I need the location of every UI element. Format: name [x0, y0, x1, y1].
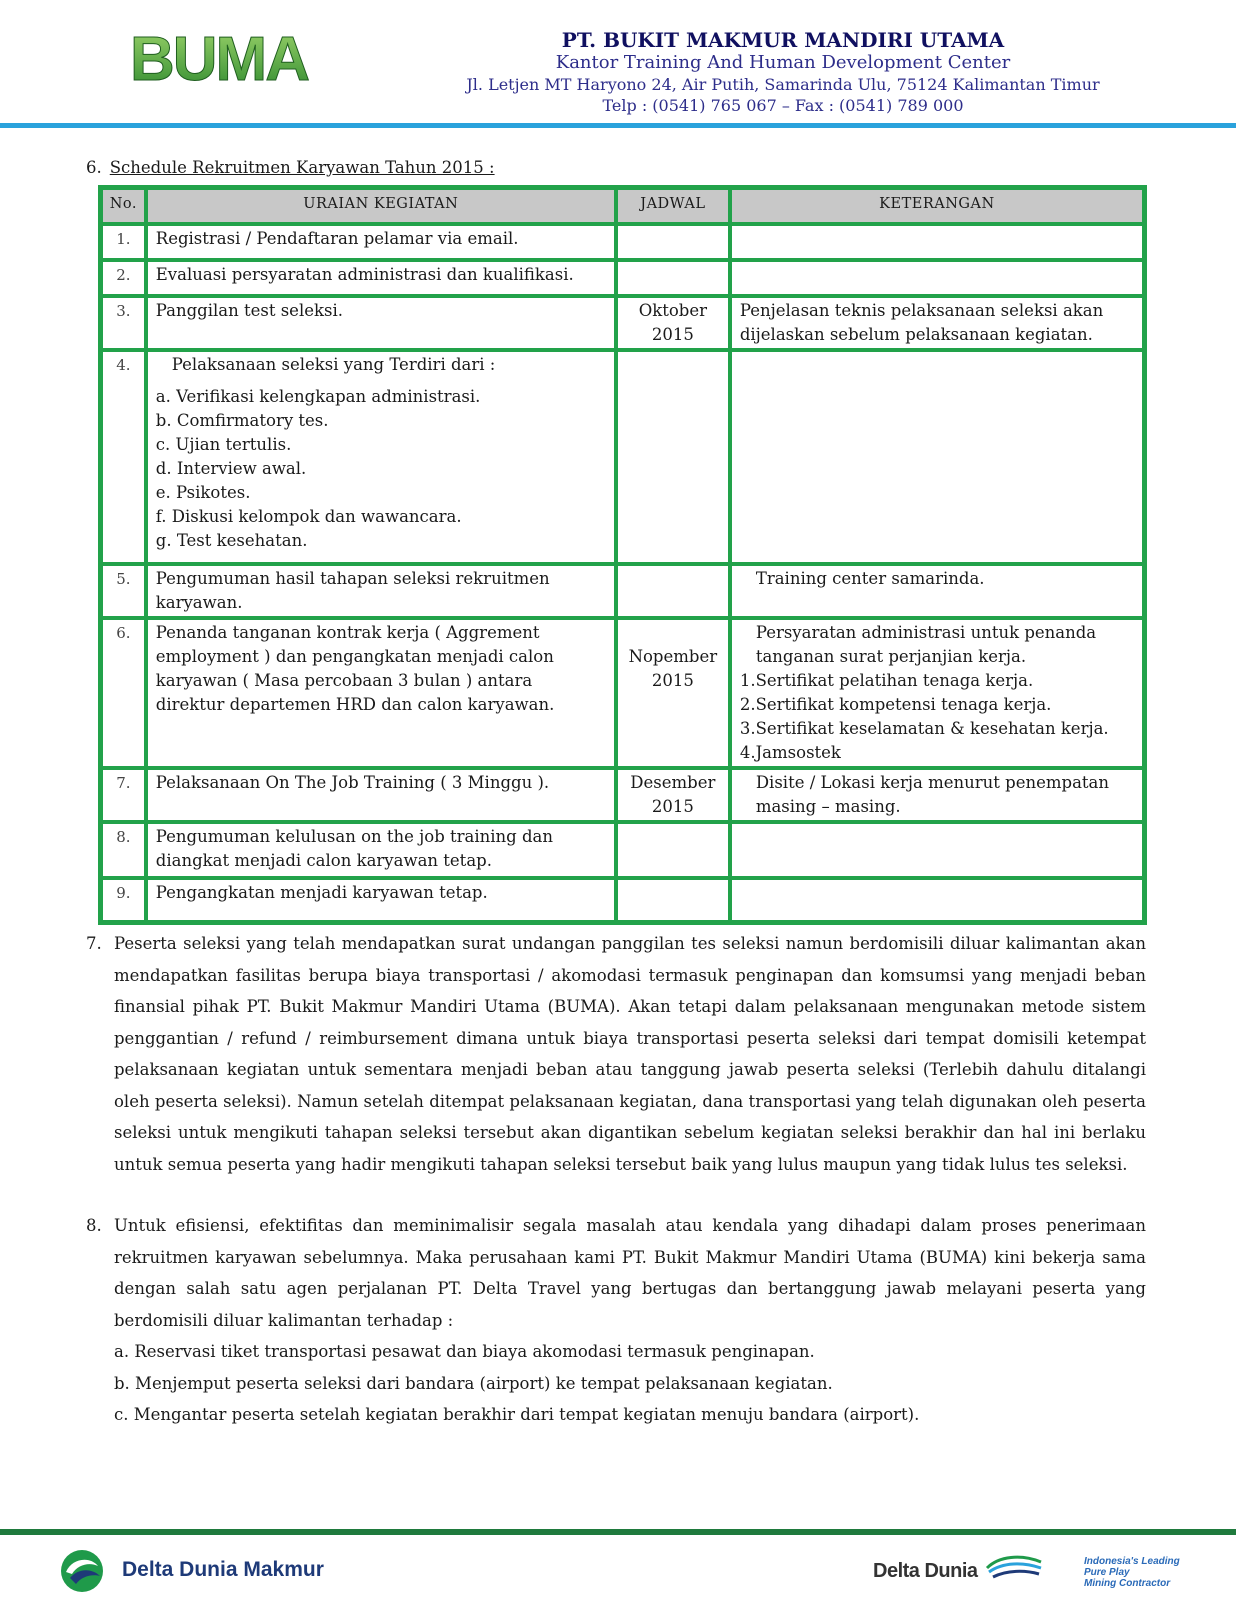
row-number: 2.	[101, 260, 146, 296]
note-cell	[730, 564, 1144, 618]
tagline-line: Indonesia's Leading	[1084, 1556, 1180, 1567]
section-8-item: a. Reservasi tiket transportasi pesawat dan biaya akomodasi termasuk penginapan.	[114, 1342, 815, 1361]
table-row	[101, 260, 1144, 296]
list-item: 3.Sertifikat keselamatan & kesehatan kerja.	[739, 719, 1109, 738]
list-item: f. Diskusi kelompok dan wawancara.	[155, 507, 462, 526]
section-8-number: 8.	[86, 1216, 102, 1235]
tagline-line: Mining Contractor	[1084, 1578, 1171, 1589]
list-item: g. Test kesehatan.	[155, 531, 308, 550]
footer-tagline	[1084, 1556, 1224, 1589]
column-header: No.	[101, 188, 146, 224]
section-6-number: 6.	[86, 158, 102, 177]
schedule-cell: Oktober 2015	[616, 296, 730, 350]
svg-text:BUMA: BUMA	[130, 26, 308, 90]
list-item: c. Ujian tertulis.	[155, 435, 292, 454]
footer-rule	[0, 1529, 1236, 1535]
header-rule	[0, 123, 1236, 128]
activity-cell	[146, 350, 616, 564]
activity-cell: Panggilan test seleksi.	[146, 296, 616, 350]
footer-brand-right: Delta Dunia	[873, 1560, 978, 1582]
activity-cell: Registrasi / Pendaftaran pelamar via email.	[146, 224, 616, 260]
activity-cell: Pengumuman hasil tahapan seleksi rekruitmen karyawan.	[146, 564, 616, 618]
delta-dunia-makmur-logo-icon	[56, 1548, 108, 1594]
schedule-table	[98, 185, 1147, 925]
schedule-cell	[616, 260, 730, 296]
letterhead	[380, 28, 1186, 116]
note-cell	[730, 260, 1144, 296]
row-number: 3.	[101, 296, 146, 350]
schedule-cell	[616, 618, 730, 768]
note-cell	[730, 768, 1144, 822]
list-item: e. Psikotes.	[155, 483, 251, 502]
list-item: 2.Sertifikat kompetensi tenaga kerja.	[739, 695, 1052, 714]
schedule-cell	[616, 224, 730, 260]
section-8-item: b. Menjemput peserta seleksi dari bandara (airport) ke tempat pelaksanaan kegiatan.	[114, 1373, 833, 1393]
section-6-title: Schedule Rekruitmen Karyawan Tahun 2015 :	[109, 158, 495, 177]
section-7-text: Peserta seleksi yang telah mendapatkan surat undangan panggilan tes seleksi namun berdomisili diluar kalimantan akan mendapatkan fasilitas berupa biaya transportasi / akomodasi termasuk penginapan dan komsumsi yang menjadi beban finansial pihak PT. Bukit Makmur Mandiri Utama (BUMA). Akan tetapi dalam pelaksanaan mengunakan metode sistem penggantian / refund / reimbursement dimana untuk biaya transportasi peserta seleksi dari tempat domisili ketempat pelaksanaan kegiatan untuk sementara menjadi beban atau tanggung jawab peserta seleksi (Terlebih dahulu ditalangi oleh peserta seleksi). Namun setelah ditempat pelaksanaan kegiatan, dana transportasi yang telah digunakan oleh peserta seleksi untuk mengikuti tahapan seleksi tersebut akan digantikan sebelum kegiatan seleksi berakhir dan hal ini berlaku untuk semua peserta yang hadir mengikuti tahapan seleksi tersebut baik yang lulus maupun yang tidak lulus tes seleksi.	[114, 934, 1146, 1174]
note-cell	[730, 878, 1144, 922]
row-number: 9.	[101, 878, 146, 922]
row-number: 8.	[101, 822, 146, 878]
footer-brand-left: Delta Dunia Makmur	[122, 1558, 324, 1581]
section-7-number: 7.	[86, 934, 102, 953]
activity-heading: Pelaksanaan seleksi yang Terdiri dari :	[171, 355, 496, 374]
schedule-cell: Desember 2015	[616, 768, 730, 822]
activity-cell: Evaluasi persyaratan administrasi dan kualifikasi.	[146, 260, 616, 296]
table-header-row	[101, 188, 1144, 224]
row-number: 7.	[101, 768, 146, 822]
table-row	[101, 224, 1144, 260]
activity-cell: Pelaksanaan On The Job Training ( 3 Minggu ).	[146, 768, 616, 822]
column-header: KETERANGAN	[730, 188, 1144, 224]
column-header: JADWAL	[616, 188, 730, 224]
table-row	[101, 768, 1144, 822]
table-row	[101, 618, 1144, 768]
list-item: 1.Sertifikat pelatihan tenaga kerja.	[739, 671, 1034, 690]
note-text: Training center samarinda.	[755, 569, 985, 588]
column-header: URAIAN KEGIATAN	[146, 188, 616, 224]
table-row	[101, 350, 1144, 564]
note-cell	[730, 618, 1144, 768]
note-cell: Penjelasan teknis pelaksanaan seleksi akan dijelaskan sebelum pelaksanaan kegiatan.	[730, 296, 1144, 350]
list-item: a. Verifikasi kelengkapan administrasi.	[155, 387, 481, 406]
list-item: b. Comfirmatory tes.	[155, 411, 329, 430]
section-8	[86, 1210, 1146, 1431]
tagline-line: Pure Play	[1084, 1567, 1130, 1578]
schedule-cell	[616, 878, 730, 922]
activity-cell: Pengangkatan menjadi karyawan tetap.	[146, 878, 616, 922]
section-7	[86, 928, 1146, 1180]
activity-cell: Penanda tanganan kontrak kerja ( Aggrement employment ) dan pengangkatan menjadi calon karyawan ( Masa percobaan 3 bulan ) antara direktur departemen HRD dan calon karyawan.	[146, 618, 616, 768]
list-item: 4.Jamsostek	[739, 743, 841, 762]
activity-cell: Pengumuman kelulusan on the job training dan diangkat menjadi calon karyawan tetap.	[146, 822, 616, 878]
table-row	[101, 564, 1144, 618]
note-cell	[730, 822, 1144, 878]
section-8-text: Untuk efisiensi, efektifitas dan meminimalisir segala masalah atau kendala yang dihadapi dalam proses penerimaan rekruitmen karyawan sebelumnya. Maka perusahaan kami PT. Bukit Makmur Mandiri Utama (BUMA) kini bekerja sama dengan salah satu agen perjalanan PT. Delta Travel yang bertugas dan bertanggung jawab melayani peserta yang berdomisili diluar kalimantan terhadap :	[114, 1216, 1146, 1330]
company-name: PT. BUKIT MAKMUR MANDIRI UTAMA	[561, 28, 1005, 52]
schedule-text: Nopember 2015	[628, 647, 718, 690]
note-cell	[730, 224, 1144, 260]
row-number: 1.	[101, 224, 146, 260]
table-row	[101, 296, 1144, 350]
office-address: Jl. Letjen MT Haryono 24, Air Putih, Samarinda Ulu, 75124 Kalimantan Timur	[466, 75, 1100, 94]
office-name: Kantor Training And Human Development Center	[555, 52, 1011, 73]
office-contact: Telp : (0541) 765 067 – Fax : (0541) 789 000	[602, 96, 964, 115]
note-heading: Persyaratan administrasi untuk penanda tanganan surat perjanjian kerja.	[755, 623, 1097, 666]
row-number: 6.	[101, 618, 146, 768]
section-8-item: c. Mengantar peserta setelah kegiatan berakhir dari tempat kegiatan menuju bandara (airport).	[114, 1405, 920, 1424]
list-item: d. Interview awal.	[155, 459, 307, 478]
buma-logo	[128, 26, 348, 90]
schedule-cell	[616, 350, 730, 564]
section-6-heading	[86, 156, 495, 180]
table-row	[101, 822, 1144, 878]
schedule-cell	[616, 564, 730, 618]
note-text: Disite / Lokasi kerja menurut penempatan masing – masing.	[755, 773, 1109, 816]
table-row	[101, 878, 1144, 922]
note-cell	[730, 350, 1144, 564]
schedule-cell	[616, 822, 730, 878]
row-number: 5.	[101, 564, 146, 618]
row-number: 4.	[101, 350, 146, 564]
delta-dunia-swoosh-icon	[985, 1552, 1045, 1582]
